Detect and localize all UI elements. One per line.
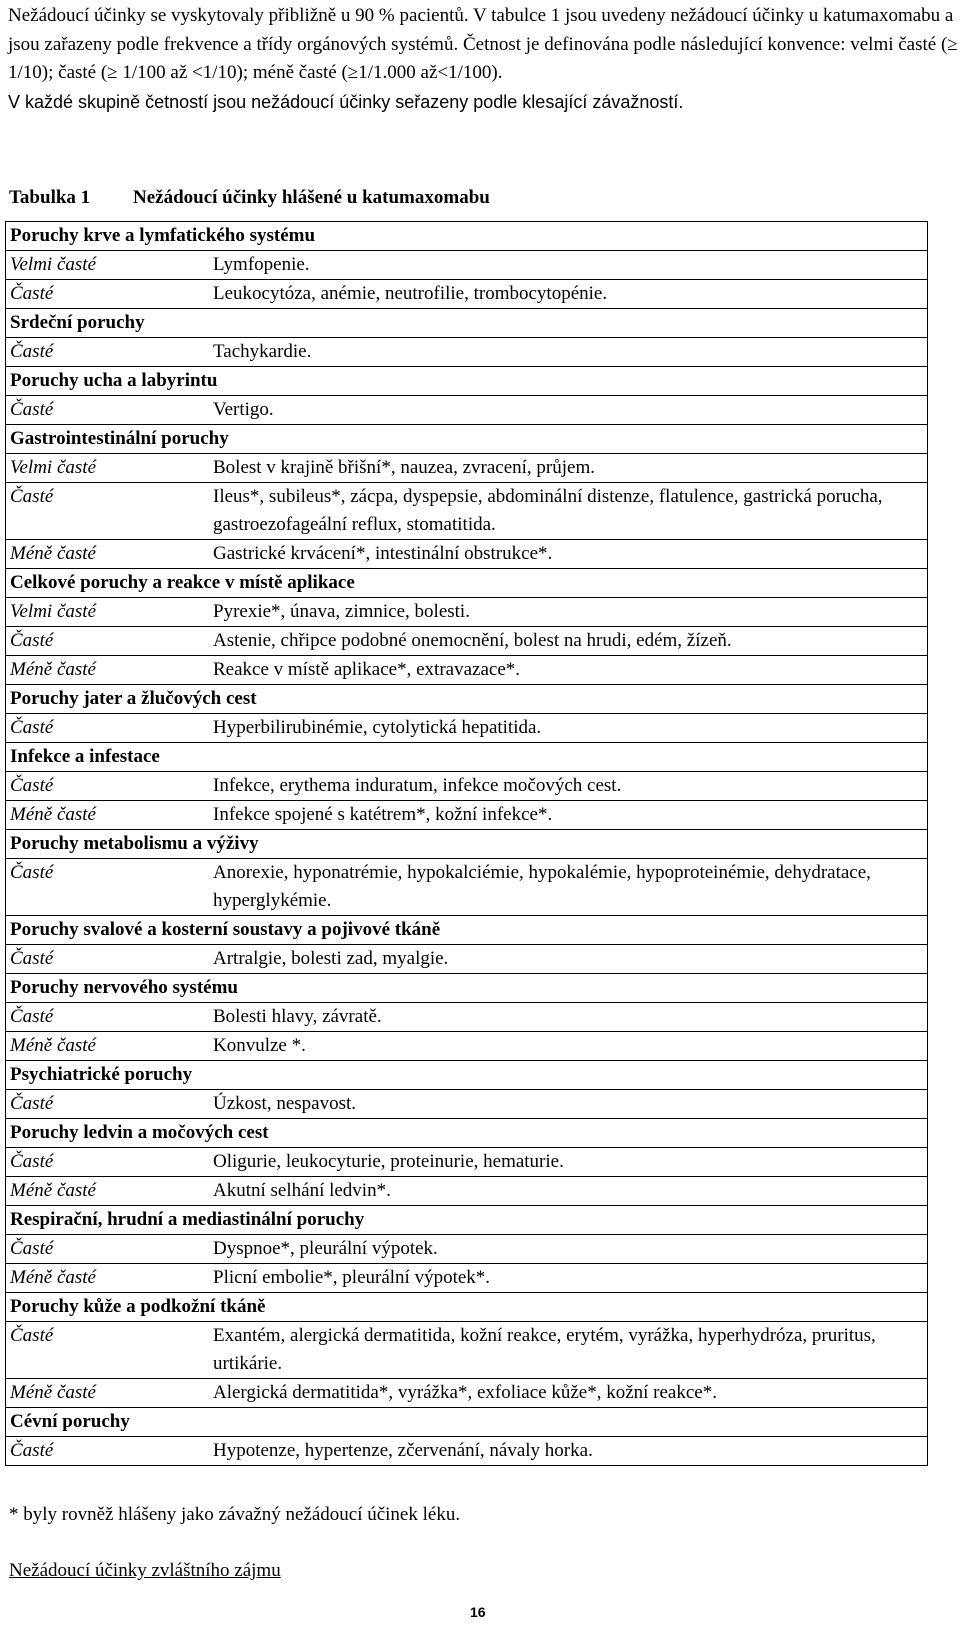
table-row [6,280,928,309]
table-row [6,772,928,801]
frequency-cell: Méně časté [6,656,208,685]
intro-paragraph: Nežádoucí účinky se vyskytovaly přibližně u 90 % pacientů. V tabulce 1 jsou uvedeny nežádoucí účinky u katumaxomabu a jsou zařazeny podle frekvence a třídy orgánových systémů. Četnost je definována podle následující konvence: velmi časté (≥ 1/10); časté (≥ 1/100 až <1/10); méně časté (≥1/1.000 až<1/100). [8,5,958,83]
frequency-cell: Méně časté [6,1379,208,1408]
section-name: Poruchy nervového systému [6,974,928,1003]
effects-cell: Infekce spojené s katétrem*, kožní infekce*. [207,801,928,830]
effects-cell: Leukocytóza, anémie, neutrofilie, trombocytopénie. [207,280,928,309]
frequency-cell: Velmi časté [6,251,208,280]
table-row [6,1003,928,1032]
intro-text [8,2,958,116]
section-name: Poruchy metabolismu a výživy [6,830,928,859]
table-row [6,627,928,656]
section-name: Psychiatrické poruchy [6,1061,928,1090]
effects-cell: Alergická dermatitida*, vyrážka*, exfoliace kůže*, kožní reakce*. [207,1379,928,1408]
frequency-cell: Časté [6,1437,208,1466]
effects-cell: Gastrické krvácení*, intestinální obstrukce*. [207,540,928,569]
effects-cell: Exantém, alergická dermatitida, kožní reakce, erytém, vyrážka, hyperhydróza, pruritus, urtikárie. [207,1322,928,1379]
page-number: 16 [470,1604,486,1620]
frequency-cell: Časté [6,1148,208,1177]
table-row [6,598,928,627]
footnote: * byly rovněž hlášeny jako závažný nežádoucí účinek léku. [9,1504,461,1525]
effects-cell: Plicní embolie*, pleurální výpotek*. [207,1264,928,1293]
frequency-cell: Časté [6,627,208,656]
frequency-cell: Časté [6,1003,208,1032]
effects-cell: Astenie, chřipce podobné onemocnění, bolest na hrudi, edém, žízeň. [207,627,928,656]
frequency-cell: Časté [6,1322,208,1379]
table-row [6,1090,928,1119]
table-row [6,1379,928,1408]
table-number: Tabulka 1 [9,187,91,208]
section-name: Poruchy ledvin a močových cest [6,1119,928,1148]
section-name: Celkové poruchy a reakce v místě aplikace [6,569,928,598]
section-header-row [6,222,928,251]
frequency-cell: Časté [6,1090,208,1119]
table-row [6,859,928,916]
section-name: Poruchy jater a žlučových cest [6,685,928,714]
table-row [6,396,928,425]
table-row [6,945,928,974]
section-name: Infekce a infestace [6,743,928,772]
section-header-row [6,1408,928,1437]
effects-cell: Hyperbilirubinémie, cytolytická hepatitida. [207,714,928,743]
table-row [6,1235,928,1264]
table-row [6,251,928,280]
section-header-row [6,1293,928,1322]
section-name: Srdeční poruchy [6,309,928,338]
effects-cell: Bolesti hlavy, závratě. [207,1003,928,1032]
frequency-cell: Velmi časté [6,454,208,483]
table-row [6,801,928,830]
section-header-row [6,830,928,859]
table-title [9,186,490,210]
frequency-cell: Časté [6,859,208,916]
section-header-row [6,309,928,338]
frequency-cell: Časté [6,280,208,309]
frequency-cell: Časté [6,338,208,367]
effects-cell: Akutní selhání ledvin*. [207,1177,928,1206]
section-header-row [6,425,928,454]
section-header-row [6,367,928,396]
effects-cell: Infekce, erythema induratum, infekce močových cest. [207,772,928,801]
section-header-row [6,1061,928,1090]
frequency-cell: Časté [6,772,208,801]
table-row [6,540,928,569]
table-row [6,483,928,540]
effects-cell: Ileus*, subileus*, zácpa, dyspepsie, abdominální distenze, flatulence, gastrická porucha, gastroezofageální reflux, stomatitida. [207,483,928,540]
effects-cell: Dyspnoe*, pleurální výpotek. [207,1235,928,1264]
section-name: Poruchy kůže a podkožní tkáně [6,1293,928,1322]
effects-cell: Úzkost, nespavost. [207,1090,928,1119]
effects-cell: Lymfopenie. [207,251,928,280]
next-section-heading: Nežádoucí účinky zvláštního zájmu [9,1560,281,1581]
frequency-cell: Časté [6,1235,208,1264]
section-header-row [6,974,928,1003]
table-row [6,1177,928,1206]
effects-cell: Anorexie, hyponatrémie, hypokalciémie, hypokalémie, hypoproteinémie, dehydratace, hyperglykémie. [207,859,928,916]
effects-cell: Bolest v krajině břišní*, nauzea, zvracení, průjem. [207,454,928,483]
frequency-cell: Velmi časté [6,598,208,627]
section-header-row [6,569,928,598]
section-header-row [6,685,928,714]
table-row [6,1264,928,1293]
table-row [6,1148,928,1177]
adverse-effects-table [5,221,928,1466]
frequency-cell: Méně časté [6,1264,208,1293]
effects-cell: Hypotenze, hypertenze, zčervenání, návaly horka. [207,1437,928,1466]
section-name: Poruchy svalové a kosterní soustavy a pojivové tkáně [6,916,928,945]
frequency-cell: Časté [6,945,208,974]
frequency-cell: Méně časté [6,540,208,569]
frequency-cell: Méně časté [6,1177,208,1206]
frequency-cell: Časté [6,396,208,425]
effects-cell: Oligurie, leukocyturie, proteinurie, hematurie. [207,1148,928,1177]
table-row [6,1322,928,1379]
frequency-cell: Časté [6,483,208,540]
section-name: Poruchy krve a lymfatického systému [6,222,928,251]
section-name: Respirační, hrudní a mediastinální poruchy [6,1206,928,1235]
section-header-row [6,1206,928,1235]
frequency-cell: Časté [6,714,208,743]
frequency-cell: Méně časté [6,1032,208,1061]
table-row [6,714,928,743]
effects-cell: Vertigo. [207,396,928,425]
sorting-note: V každé skupině četností jsou nežádoucí účinky seřazeny podle klesající závažností. [8,91,684,112]
effects-cell: Konvulze *. [207,1032,928,1061]
table-row [6,1032,928,1061]
section-header-row [6,916,928,945]
table-row [6,338,928,367]
effects-cell: Artralgie, bolesti zad, myalgie. [207,945,928,974]
table-row [6,454,928,483]
section-name: Poruchy ucha a labyrintu [6,367,928,396]
effects-cell: Reakce v místě aplikace*, extravazace*. [207,656,928,685]
effects-cell: Tachykardie. [207,338,928,367]
table-row [6,656,928,685]
section-name: Gastrointestinální poruchy [6,425,928,454]
section-name: Cévní poruchy [6,1408,928,1437]
effects-cell: Pyrexie*, únava, zimnice, bolesti. [207,598,928,627]
section-header-row [6,1119,928,1148]
section-header-row [6,743,928,772]
frequency-cell: Méně časté [6,801,208,830]
table-caption: Nežádoucí účinky hlášené u katumaxomabu [133,187,490,208]
table-row [6,1437,928,1466]
